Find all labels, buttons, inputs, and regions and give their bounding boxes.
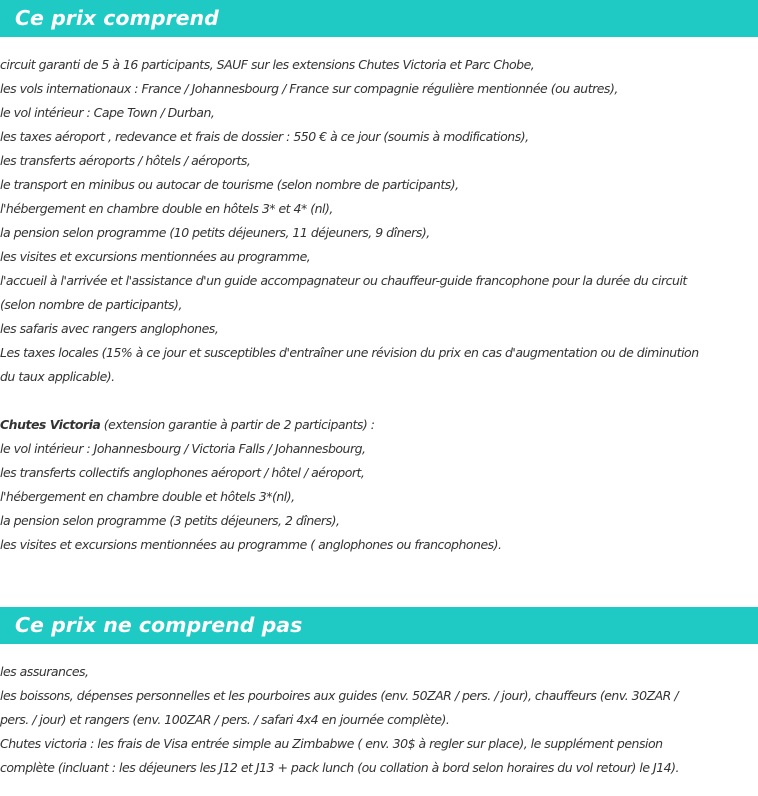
list-item: les boissons, dépenses personnelles et les pourboires aux guides (env. 50ZAR / pers. / jour), chauffeurs (env. 30ZAR /	[0, 688, 679, 703]
list-item: Les taxes locales (15% à ce jour et susceptibles d'entraîner une révision du prix en cas d'augmentation ou de diminution	[0, 345, 699, 360]
list-item: complète (incluant : les déjeuners les J12 et J13 + pack lunch (ou collation à bord selon horaires du vol retour) le J14).	[0, 760, 679, 775]
list-item: le vol intérieur : Johannesbourg / Victoria Falls / Johannesbourg,	[0, 441, 366, 456]
list-item: circuit garanti de 5 à 16 participants, SAUF sur les extensions Chutes Victoria et Parc Chobe,	[0, 57, 535, 72]
list-item: l'hébergement en chambre double et hôtels 3*(nl),	[0, 489, 295, 504]
list-item: les visites et excursions mentionnées au programme,	[0, 249, 311, 264]
list-item: l'accueil à l'arrivée et l'assistance d'un guide accompagnateur ou chauffeur-guide francophone pour la durée du circuit	[0, 273, 687, 288]
included-banner	[0, 0, 758, 37]
list-item: les transferts collectifs anglophones aéroport / hôtel / aéroport,	[0, 465, 365, 480]
list-item: Chutes victoria : les frais de Visa entrée simple au Zimbabwe ( env. 30$ à regler sur place), le supplément pension	[0, 736, 663, 751]
list-item: les visites et excursions mentionnées au programme ( anglophones ou francophones).	[0, 537, 502, 552]
excluded-list	[0, 660, 758, 780]
extension-heading	[0, 413, 758, 437]
list-item: du taux applicable).	[0, 369, 115, 384]
extension-name: Chutes Victoria	[0, 417, 101, 432]
list-item: l'hébergement en chambre double en hôtels 3* et 4* (nl),	[0, 201, 333, 216]
list-item: la pension selon programme (10 petits déjeuners, 11 déjeuners, 9 dîners),	[0, 225, 430, 240]
excluded-title: Ce prix ne comprend pas	[15, 613, 303, 637]
list-item: le transport en minibus ou autocar de tourisme (selon nombre de participants),	[0, 177, 459, 192]
extension-note: (extension garantie à partir de 2 participants) :	[100, 417, 375, 432]
list-item: les assurances,	[0, 664, 89, 679]
list-item: les transferts aéroports / hôtels / aéroports,	[0, 153, 251, 168]
list-item: (selon nombre de participants),	[0, 297, 182, 312]
list-item: pers. / jour) et rangers (env. 100ZAR / pers. / safari 4x4 en journée complète).	[0, 712, 450, 727]
list-item: le vol intérieur : Cape Town / Durban,	[0, 105, 215, 120]
list-item: les safaris avec rangers anglophones,	[0, 321, 219, 336]
list-item: la pension selon programme (3 petits déjeuners, 2 dîners),	[0, 513, 340, 528]
list-item: les vols internationaux : France / Johannesbourg / France sur compagnie régulière mentionnée (ou autres),	[0, 81, 618, 96]
included-title: Ce prix comprend	[15, 6, 219, 30]
list-item: les taxes aéroport , redevance et frais de dossier : 550 € à ce jour (soumis à modifications),	[0, 129, 529, 144]
included-list	[0, 53, 758, 389]
excluded-banner	[0, 607, 758, 644]
extension-section	[0, 413, 758, 557]
